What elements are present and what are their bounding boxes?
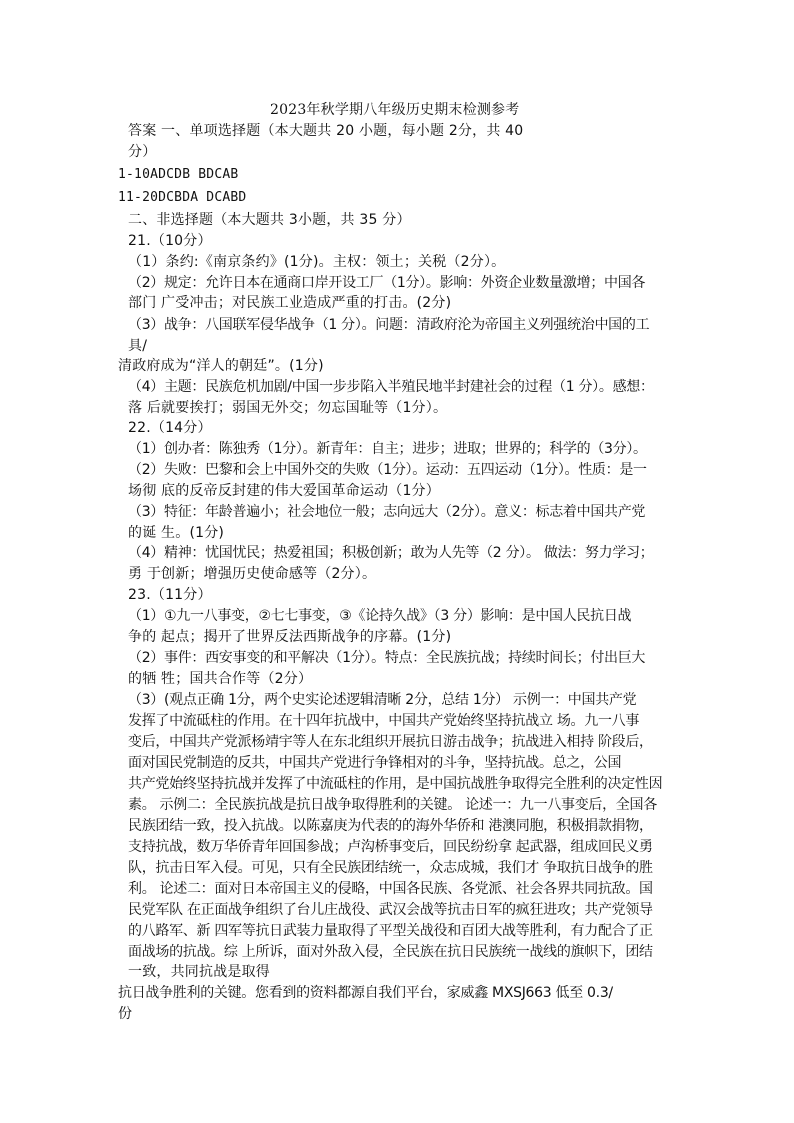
text-line: 部门 广受冲击；对民族工业造成严重的打击。(2分) <box>128 295 452 311</box>
text-line: 队，抗击日军入侵。可见，只有全民族团结统一，众志成城，我们才 争取抗日战争的胜 <box>128 860 653 876</box>
text-line: 素。 示例二：全民族抗战是抗日战争取得胜利的关键。 论述一：九一八事变后，全国各 <box>128 797 657 813</box>
text-line: （4）主题：民族危机加剧/中国一步步陷入半殖民地半封建社会的过程（1 分）。感想： <box>128 379 654 395</box>
text-line: 一致，共同抗战是取得 <box>128 964 270 980</box>
text-line: （1）创办者：陈独秀（1分）。新青年：自主；进步；进取；世界的；科学的（3分）。 <box>128 441 647 457</box>
text-line: 利。 论述二：面对日本帝国主义的侵略，中国各民族、各党派、社会各界共同抗敌。国 <box>128 881 653 897</box>
text-line: 落 后就要挨打；弱国无外交；勿忘国耻等（1分）。 <box>128 400 448 416</box>
text-line: （2）规定：允许日本在通商口岸开设工厂（1分）。影响：外资企业数量激增；中国各 <box>128 275 646 291</box>
text-line: 争的 起点；揭开了世界反法西斯战争的序幕。(1分) <box>128 629 452 645</box>
text-line: 答案 一、单项选择题（本大题共 20 小题，每小题 2分，共 40 <box>128 123 524 139</box>
text-line: 场彻 底的反帝反封建的伟大爱国革命运动（1分） <box>128 483 440 499</box>
text-line: 具/ <box>128 338 148 354</box>
text-line: （1）条约:《南京条约》(1分)。主权：领土；关税（2分）。 <box>128 254 506 270</box>
question-heading: 23.（11分） <box>128 587 212 603</box>
answer-key-line: 1-10ADCDB BDCAB <box>118 167 239 182</box>
text-line: （1）①九一八事变，②七七事变，③《论持久战》（3 分）影响：是中国人民抗日战 <box>128 608 632 624</box>
text-line: 面战场的抗战。综 上所诉，面对外敌入侵，全民族在抗日民族统一战线的旗帜下，团结 <box>128 944 653 960</box>
text-line: 支持抗战，数万华侨青年回国参战；卢沟桥事变后，回民纷纷拿 起武器，组成回民义勇 <box>128 839 653 855</box>
text-line: 清政府成为“洋人的朝廷”。(1分) <box>118 358 324 374</box>
text-line: 面对国民党制造的反共，中国共产党进行争锋相对的斗争，坚持抗战。总之，公国 <box>128 755 622 771</box>
question-heading: 22.（14分） <box>128 420 212 436</box>
text-line: 的八路军、新 四军等抗日武装力量取得了平型关战役和百团大战等胜利，有力配合了正 <box>128 923 653 939</box>
text-line: （3）战争：八国联军侵华战争（1 分）。问题：清政府沦为帝国主义列强统治中国的工 <box>128 317 650 333</box>
footer-note: 份 <box>118 1006 133 1022</box>
document-title: 2023年秋学期八年级历史期末检测参考 <box>270 102 520 118</box>
text-line: 变后，中国共产党派杨靖宇等人在东北组织开展抗日游击战争；抗战进入相持 阶段后， <box>128 734 653 750</box>
section-heading: 二、非选择题（本大题共 3小题，共 35 分） <box>128 212 411 228</box>
text-line: 的牺 牲；国共合作等（2分） <box>128 671 313 687</box>
text-line: 分） <box>128 144 157 160</box>
footer-note: 抗日战争胜利的关键。您看到的资料都源自我们平台，家威鑫 MXSJ663 低至 0.3/ <box>118 985 613 1001</box>
text-line: （2）事件：西安事变的和平解决（1分）。特点：全民族抗战；持续时间长；付出巨大 <box>128 650 646 666</box>
text-line: （4）精神：忧国忧民；热爱祖国；积极创新；敢为人先等（2 分）。 做法：努力学习； <box>128 545 654 561</box>
text-line: 发挥了中流砥柱的作用。在十四年抗战中，中国共产党始终坚持抗战立 场。九一八事 <box>128 713 640 729</box>
text-line: 的诞 生。(1分) <box>128 525 225 541</box>
text-line: 民族团结一致，投入抗战。以陈嘉庚为代表的的海外华侨和 港澳同胞，积极捐款捐物， <box>128 818 653 834</box>
answer-key-line: 11-20DCBDA DCABD <box>118 190 247 205</box>
text-line: 民党军队 在正面战争组织了台儿庄战役、武汉会战等抗击日军的疯狂进攻；共产党领导 <box>128 902 653 918</box>
text-line: 共产党始终坚持抗战并发挥了中流砥柱的作用，是中国抗战胜争取得完全胜利的决定性因 <box>128 776 663 792</box>
question-heading: 21.（10分） <box>128 233 212 249</box>
text-line: （3）特征：年龄普遍小；社会地位一般；志向远大（2分）。意义：标志着中国共产党 <box>128 504 646 520</box>
text-line: （2）失败：巴黎和会上中国外交的失败（1分）。运动：五四运动（1分）。性质：是一 <box>128 462 647 478</box>
text-line: 勇 于创新；增强历史使命感等（2分）。 <box>128 566 377 582</box>
text-line: （3）(观点正确 1分，两个史实论述逻辑清晰 2分，总结 1分） 示例一：中国共产党 <box>128 692 637 708</box>
